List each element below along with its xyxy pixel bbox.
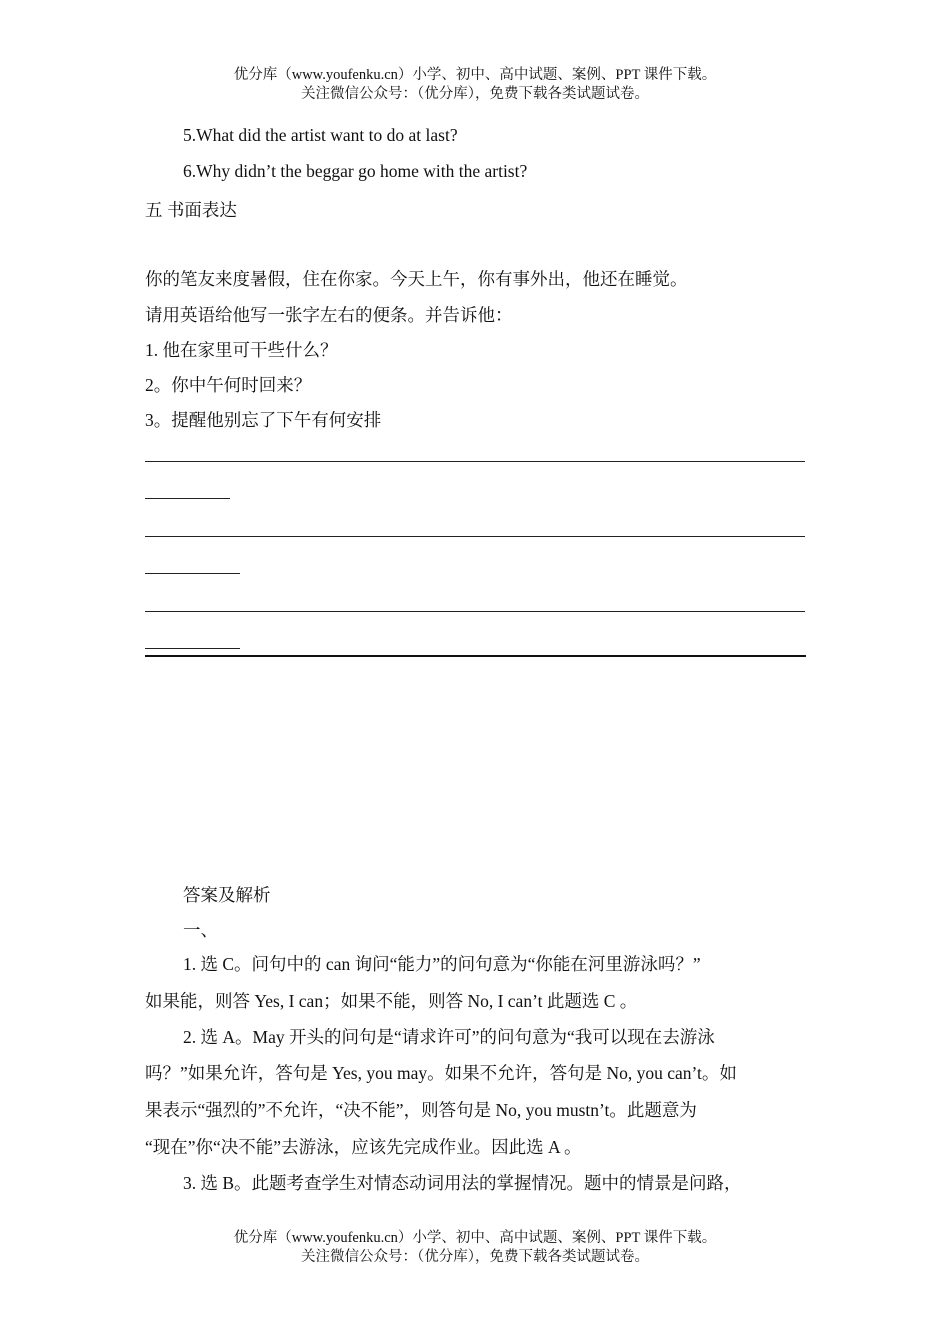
footer-line-2: 关注微信公众号：（优分库），免费下载各类试题试卷。	[301, 1249, 649, 1265]
answers-title: 答案及解析	[183, 885, 271, 905]
answer-line	[145, 498, 230, 499]
question-6: 6.Why didn’t the beggar go home with the artist?	[183, 161, 528, 181]
writing-item-1: 1. 他在家里可干些什么？	[145, 340, 338, 360]
answer-1-line-2: 如果能，则答 Yes, I can；如果不能，则答 No, I can’t 此题选 C 。	[145, 991, 638, 1011]
answer-2-line-4: “现在”你“决不能”去游泳，应该先完成作业。因此选 A 。	[145, 1137, 582, 1157]
header-line-2: 关注微信公众号：（优分库），免费下载各类试题试卷。	[301, 86, 649, 102]
answer-3-line-1: 3. 选 B。此题考查学生对情态动词用法的掌握情况。题中的情景是问路，	[183, 1173, 742, 1193]
answer-line	[145, 611, 805, 612]
answer-line	[145, 461, 805, 462]
writing-prompt-1: 你的笔友来度暑假，住在你家。今天上午，你有事外出，他还在睡觉。	[145, 269, 688, 289]
answer-2-line-2: 吗？”如果允许，答句是 Yes, you may。如果不允许，答句是 No, you can’t。如	[145, 1063, 737, 1083]
writing-item-2: 2。你中午何时回来？	[145, 375, 312, 395]
section-divider	[145, 655, 806, 657]
writing-prompt-2: 请用英语给他写一张字左右的便条。并告诉他：	[145, 305, 513, 325]
answer-2-line-1: 2. 选 A。May 开头的问句是“请求许可”的问句意为“我可以现在去游泳	[183, 1027, 715, 1047]
section-heading-writing: 五 书面表达	[145, 200, 237, 220]
footer-line-1: 优分库（www.youfenku.cn）小学、初中、高中试题、案例、PPT 课件下载。	[233, 1230, 717, 1246]
answer-2-line-3: 果表示“强烈的”不允许，“决不能”，则答句是 No, you mustn’t。此题意为	[145, 1100, 697, 1120]
header-line-1: 优分库（www.youfenku.cn）小学、初中、高中试题、案例、PPT 课件下载。	[233, 67, 717, 83]
answer-line	[145, 648, 240, 649]
answer-1-line-1: 1. 选 C。问句中的 can 询问“能力”的问句意为“你能在河里游泳吗？”	[183, 954, 701, 974]
answers-section-label: 一、	[183, 920, 218, 940]
question-5: 5.What did the artist want to do at last?	[183, 125, 458, 145]
answer-line	[145, 536, 805, 537]
writing-item-3: 3。提醒他别忘了下午有何安排	[145, 410, 382, 430]
answer-line	[145, 573, 240, 574]
